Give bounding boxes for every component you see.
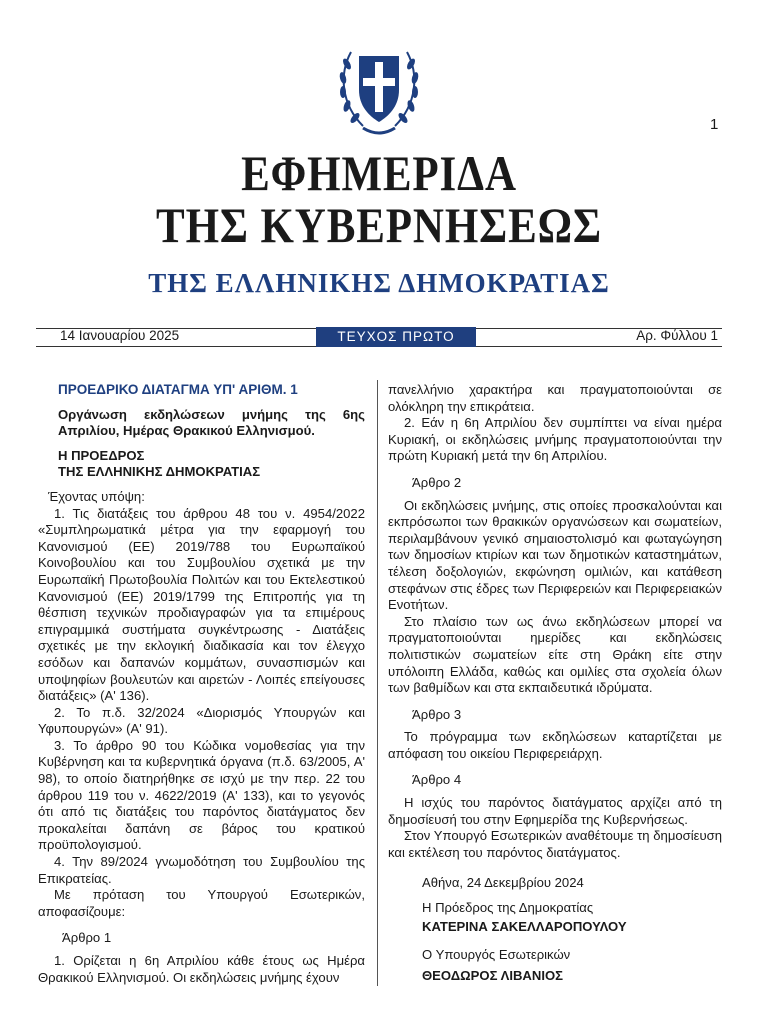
considering-item-4: 4. Την 89/2024 γνωμοδότηση του Συμβουλίου της Επικρατείας. [38, 854, 365, 886]
article-2-paragraph-2: Στο πλαίσιο των ως άνω εκδηλώσεων μπορεί να πραγματοποιούνται ημερίδες και εκδηλώσεις πολιτιστικών σωματείων είτε στη Θράκη είτε στην υπόλοιπη Ελλάδα, καθώς και ομιλίες στα σχολεία όλων των βαθμίδων και στα εκπαιδευτικά ιδρύματα. [388, 613, 722, 696]
article-1-title: Άρθρο 1 [62, 930, 112, 946]
authority-line2: ΤΗΣ ΕΛΛΗΝΙΚΗΣ ΔΗΜΟΚΡΑΤΙΑΣ [58, 464, 261, 480]
decree-subject: Οργάνωση εκδηλώσεων μνήμης της 6ης Απριλίου, Ημέρας Θρακικού Ελληνισμού. [58, 406, 365, 439]
article-3-title: Άρθρο 3 [412, 706, 462, 722]
sheet-number: Αρ. Φύλλου 1 [636, 328, 718, 343]
right-column [388, 382, 722, 984]
decree-heading: ΠΡΟΕΔΡΙΚΟ ΔΙΑΤΑΓΜΑ ΥΠ' ΑΡΙΘΜ. 1 [58, 382, 298, 397]
considering-item-3: 3. Το άρθρο 90 του Κώδικα νομοθεσίας για την Κυβέρνηση και τα κυβερνητικά όργανα (π.δ. 63/2005, Α' 98), το οποίο διατηρήθηκε σε ισχύ με την περ. 22 του άρθρου 119 του ν. 4622/2019 (Α' 133), και το γεγονός ότι από τις διατάξεις του παρόντος διατάγματος δεν προκαλείται δαπάνη σε βάρος του κρατικού προϋπολογισμού. [38, 737, 365, 853]
minister-name: ΘΕΟΔΩΡΟΣ ΛΙΒΑΝΙΟΣ [422, 967, 564, 983]
left-column [38, 382, 365, 986]
coat-of-arms-icon [333, 34, 425, 142]
masthead-line2: ΤΗΣ ΚΥΒΕΡΝΗΣΕΩΣ [156, 197, 602, 253]
article-2-paragraph-1: Οι εκδηλώσεις μνήμης, στις οποίες προσκαλούνται και εκπρόσωποι των θρακικών οργανώσεων και σωματείων, περιλαμβάνουν γενικό σημαιοστολισμό και φωταγώγηση των δημοσίων κτιρίων και των δημοτικών καταστημάτων, τέλεση δοξολογιών, εκφώνηση ομιλιών, και κατάθεση στεφάνων στις έδρες των Περιφερειών και Περιφερειακών Ενοτήτων. [388, 497, 722, 613]
place-date: Αθήνα, 24 Δεκεμβρίου 2024 [422, 875, 584, 891]
article-4-title: Άρθρο 4 [412, 772, 462, 788]
proposal-text: Με πρόταση του Υπουργού Εσωτερικών, αποφασίζουμε: [38, 887, 365, 919]
column-divider [377, 380, 378, 986]
issue-header-bar [36, 328, 722, 346]
article-1-paragraph-1-continued: πανελλήνιο χαρακτήρα και πραγματοποιούνται σε ολόκληρη την επικράτεια. [388, 382, 722, 414]
article-4-paragraph-2: Στον Υπουργό Εσωτερικών αναθέτουμε τη δημοσίευση και εκτέλεση του παρόντος διατάγματος. [388, 828, 722, 860]
president-name: ΚΑΤΕΡΙΝΑ ΣΑΚΕΛΛΑΡΟΠΟΥΛΟΥ [422, 918, 627, 934]
issue-label: ΤΕΥΧΟΣ ΠΡΩΤΟ [316, 327, 476, 347]
article-1-paragraph-1: 1. Ορίζεται η 6η Απριλίου κάθε έτους ως Ημέρα Θρακικού Ελληνισμού. Οι εκδηλώσεις μνήμης έχουν [38, 953, 365, 985]
article-3-paragraph-1: Το πρόγραμμα των εκδηλώσεων καταρτίζεται με απόφαση του οικείου Περιφερειάρχη. [388, 729, 722, 761]
considering-item-2: 2. Το π.δ. 32/2024 «Διορισμός Υπουργών και Υφυπουργών» (Α' 91). [38, 704, 365, 737]
president-role: Η Πρόεδρος της Δημοκρατίας [422, 900, 594, 916]
page-number: 1 [710, 116, 719, 133]
issue-date: 14 Ιανουαρίου 2025 [60, 328, 180, 343]
article-4-paragraph-1: Η ισχύς του παρόντος διατάγματος αρχίζει από τη δημοσίευσή του στην Εφημερίδα της Κυβερνήσεως. [388, 795, 722, 827]
considering-item-1: 1. Τις διατάξεις του άρθρου 48 του ν. 4954/2022 «Συμπληρωματικά μέτρα για την εφαρμογή του Κανονισμού (ΕΕ) 2019/788 του Ευρωπαϊκού Κοινοβουλίου και του Συμβουλίου σχετικά με την Ευρωπαϊκή Πρωτοβουλία Πολιτών και του Εκτελεστικού Κανονισμού (ΕΕ) 2019/1799 της Επιτροπής για τη θέσπιση τεχνικών προδιαγραφών για τα επιμέρους επιγραμμικά συστήματα συγκέντρωσης - Διατάξεις σχετικές με την εκλογική διαδικασία και τον έλεγχο εσόδων και δαπανών κομμάτων, συνασπισμών και υποψηφίων βουλευτών και αιρετών - Λοιπές επείγουσες διατάξεις» (Α' 136). [38, 505, 365, 704]
masthead-line3: ΤΗΣ ΕΛΛΗΝΙΚΗΣ ΔΗΜΟΚΡΑΤΙΑΣ [148, 268, 610, 298]
article-1-paragraph-2: 2. Εάν η 6η Απριλίου δεν συμπίπτει να είναι ημέρα Κυριακή, οι εκδηλώσεις μνήμης πραγματοποιούνται την πρώτη Κυριακή μετά την 6η Απριλίου. [388, 415, 722, 464]
considering-label: Έχοντας υπόψη: [48, 488, 145, 504]
masthead-line1: ΕΦΗΜΕΡΙΔΑ [241, 145, 517, 201]
article-2-title: Άρθρο 2 [412, 474, 462, 490]
minister-role: Ο Υπουργός Εσωτερικών [422, 947, 571, 963]
authority-line1: Η ΠΡΟΕΔΡΟΣ [58, 447, 145, 463]
